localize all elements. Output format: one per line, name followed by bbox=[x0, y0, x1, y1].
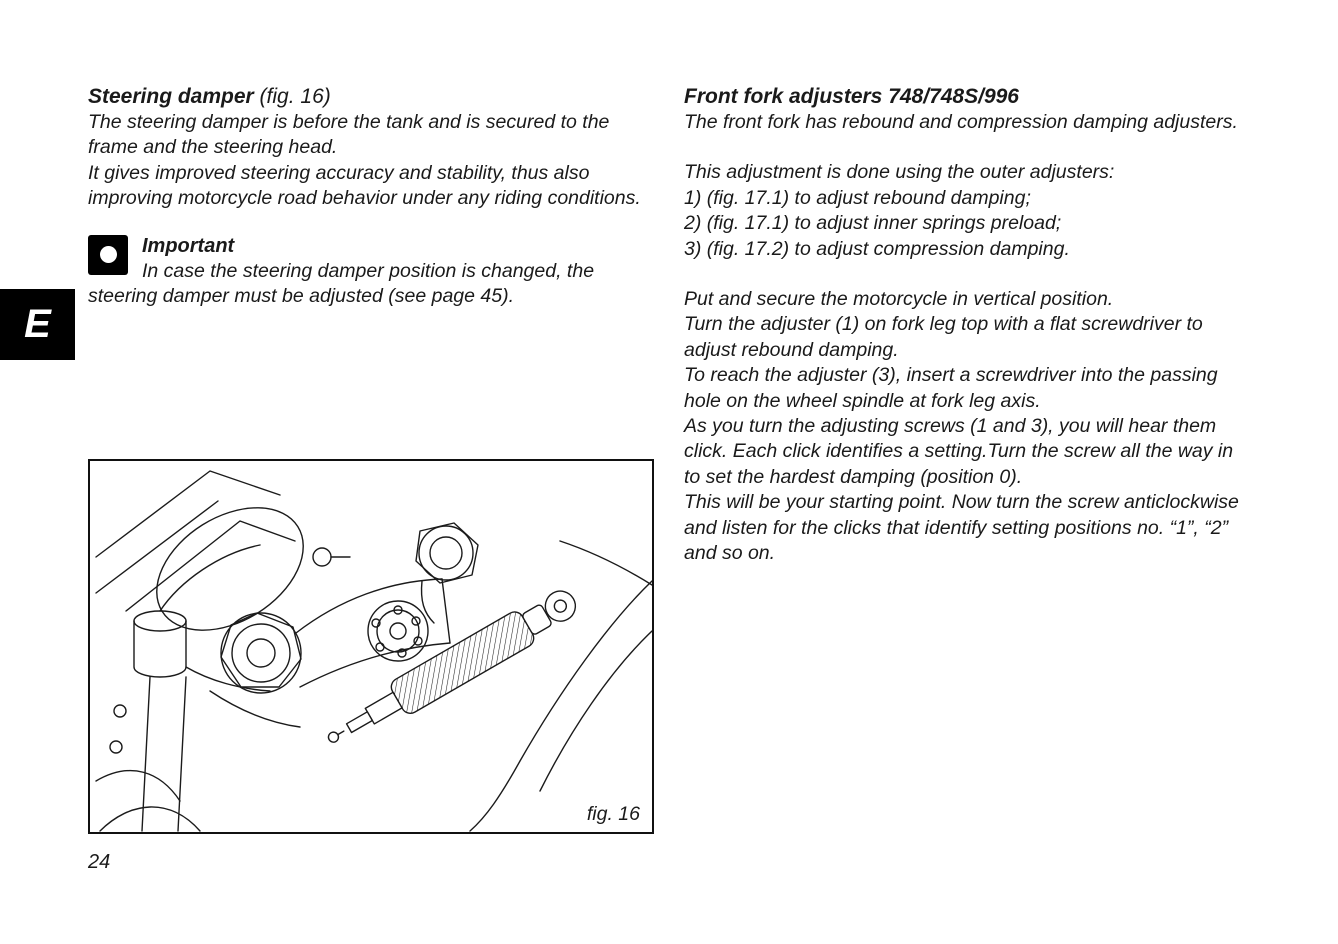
steering-damper-drawing bbox=[90, 461, 652, 832]
paragraph: As you turn the adjusting screws (1 and 3), you will hear them click. Each click identifies a setting.Turn the screw all the way in to set the hardest damping (position 0). bbox=[684, 415, 1234, 488]
figure-caption: fig. 16 bbox=[581, 803, 640, 826]
left-column bbox=[88, 84, 654, 875]
list-item: 1) (fig. 17.1) to adjust rebound damping; bbox=[684, 186, 1031, 209]
important-icon bbox=[88, 235, 128, 275]
paragraph: This will be your starting point. Now turn the screw anticlockwise and listen for the clicks that identify setting positions no. “1”, “2” and so on. bbox=[684, 491, 1239, 565]
figure-16 bbox=[88, 459, 654, 834]
paragraph: The front fork has rebound and compression damping adjusters. bbox=[684, 111, 1238, 133]
list-item: 3) (fig. 17.2) to adjust compression damping. bbox=[684, 237, 1070, 260]
important-icon-dot bbox=[100, 246, 117, 263]
heading-figure-reference: (fig. 16) bbox=[253, 85, 331, 108]
paragraph: Turn the adjuster (1) on fork leg top with a flat screwdriver to adjust rebound damping. bbox=[684, 313, 1203, 361]
paragraph: This adjustment is done using the outer adjusters: bbox=[684, 161, 1115, 184]
paragraph: The steering damper is before the tank and is secured to the frame and the steering head. bbox=[88, 111, 610, 159]
section-heading-front-fork-adjusters bbox=[684, 84, 1250, 110]
language-tab bbox=[0, 289, 75, 360]
list-item: 2) (fig. 17.1) to adjust inner springs preload; bbox=[684, 212, 1062, 235]
important-label: Important bbox=[142, 234, 235, 257]
important-note bbox=[88, 233, 654, 310]
paragraph: Put and secure the motorcycle in vertical position. bbox=[684, 288, 1114, 311]
language-tab-label: E bbox=[24, 302, 51, 346]
paragraph: To reach the adjuster (3), insert a screwdriver into the passing hole on the wheel spindle at fork leg axis. bbox=[684, 364, 1218, 412]
paragraph: It gives improved steering accuracy and stability, thus also improving motorcycle road behavior under any riding conditions. bbox=[88, 161, 641, 210]
heading-text: Front fork adjusters 748/748S/996 bbox=[684, 85, 1019, 108]
section-heading-steering-damper bbox=[88, 84, 654, 110]
heading-text: Steering damper bbox=[88, 85, 254, 108]
right-column bbox=[684, 84, 1250, 567]
important-text: In case the steering damper position is changed, the steering damper must be adjusted (see page 45). bbox=[88, 259, 595, 308]
page-number: 24 bbox=[88, 851, 111, 874]
